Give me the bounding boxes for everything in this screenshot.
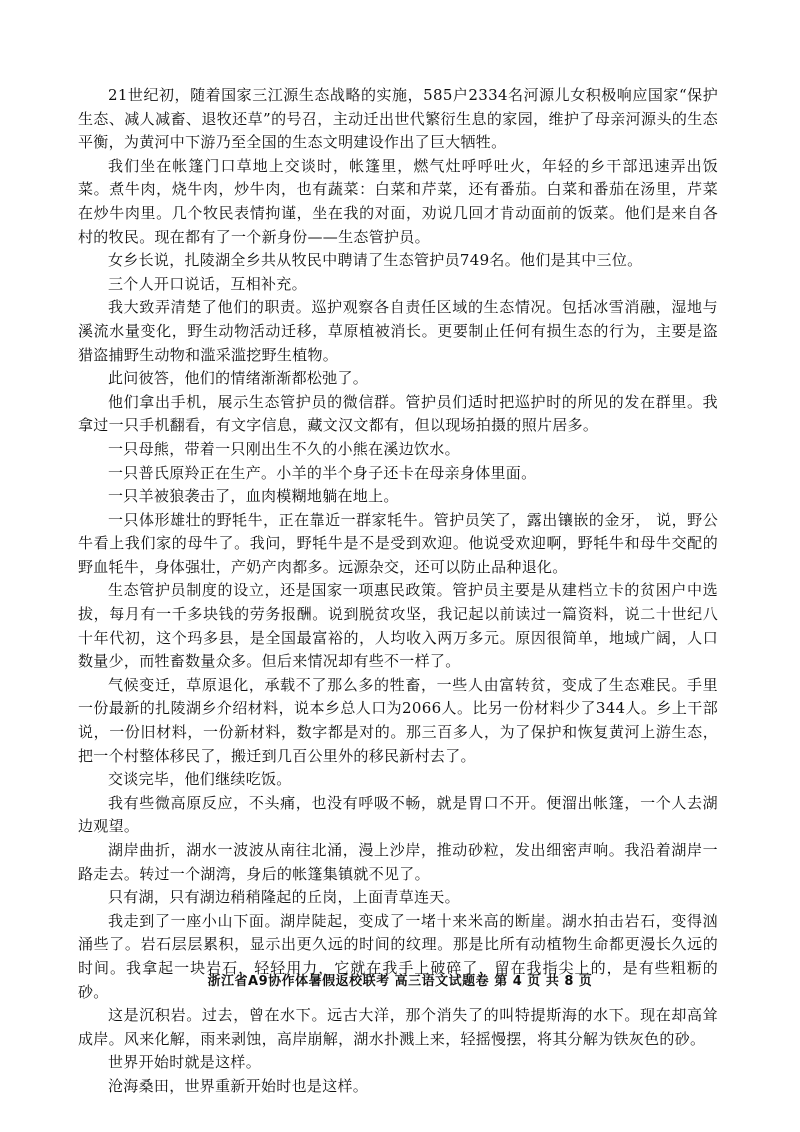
page-footer: 浙江省A9协作体暑假返校联考 高三语文试题卷 第 4 页 共 8 页 xyxy=(207,974,593,989)
paragraph: 一只羊被狼袭击了，血肉模糊地躺在地上。 xyxy=(108,487,399,506)
paragraph: 我走到了一座小山下面。湖岸陡起，变成了一堵十来米高的断崖。湖水拍击岩石，变得汹涌些了。岩石层层累积，显示出更久远的时间的纹理。那是比所有动植物生命都更漫长久远的时间。我拿起一块岩石，轻轻用力，它就在我手上破碎了，留在我指尖上的，是有些粗粝的砂。 xyxy=(78,911,718,1001)
paragraph: 三个人开口说话，互相补充。 xyxy=(108,274,307,293)
paragraph: 一只普氏原羚正在生产。小羊的半个身子还卡在母亲身体里面。 xyxy=(108,463,537,482)
paragraph: 我大致弄清楚了他们的职责。巡护观察各自责任区域的生态情况。包括冰雪消融，湿地与溪流水量变化，野生动物活动迁移，草原植被消长。更要制止任何有损生态的行为，主要是盗猎盗捕野生动物和滥采滥挖野生植物。 xyxy=(78,298,718,364)
paragraph: 他们拿出手机，展示生态管护员的微信群。管护员们适时把巡护时的所见的发在群里。我拿过一只手机翻看，有文字信息，藏文汉文都有，但以现场拍摄的照片居多。 xyxy=(78,392,718,435)
document-body xyxy=(78,84,718,1099)
paragraph: 此问彼答，他们的情绪渐渐都松弛了。 xyxy=(108,369,369,388)
paragraph: 一只母熊，带着一只刚出生不久的小熊在溪边饮水。 xyxy=(108,439,460,458)
paragraph: 我们坐在帐篷门口草地上交谈时，帐篷里，燃气灶呼呼吐火，年轻的乡干部迅速弄出饭菜。煮牛肉，烧牛肉，炒牛肉，也有蔬菜：白菜和芹菜，还有番茄。白菜和番茄在汤里，芹菜在炒牛肉里。几个牧民表情拘谨，坐在我的对面，劝说几回才肯动面前的饭菜。他们是来自各村的牧民。现在都有了一个新身份——生态管护员。 xyxy=(78,156,718,246)
paragraph: 只有湖，只有湖边稍稍隆起的丘岗，上面青草连天。 xyxy=(108,888,460,907)
paragraph: 湖岸曲折，湖水一波波从南往北涌，漫上沙岸，推动砂粒，发出细密声响。我沿着湖岸一路走去。转过一个湖湾，身后的帐篷集镇就不见了。 xyxy=(78,841,718,883)
paragraph: 这是沉积岩。过去，曾在水下。远古大洋，那个消失了的叫特提斯海的水下。现在却高耸成岸。风来化解，雨来剥蚀，高岸崩解，湖水扑溅上来，轻摇慢摆，将其分解为铁灰色的砂。 xyxy=(78,1006,718,1048)
paragraph: 交谈完毕，他们继续吃饭。 xyxy=(108,770,292,789)
paragraph: 沧海桑田，世界重新开始时也是这样。 xyxy=(108,1076,369,1095)
paragraph: 我有些微高原反应，不头痛，也没有呼吸不畅，就是胃口不开。便溜出帐篷，一个人去湖边观望。 xyxy=(78,793,718,836)
paragraph: 一只体形雄壮的野牦牛，正在靠近一群家牦牛。管护员笑了，露出镶嵌的金牙， 说，野公牛看上我们家的母牛了。我问，野牦牛是不是受到欢迎。他说受欢迎啊，野牦牛和母牛交配的野血牦牛，身体强壮，产奶产肉都多。远源杂交，还可以防止品种退化。 xyxy=(78,510,718,576)
paragraph: 生态管护员制度的设立，还是国家一项惠民政策。管护员主要是从建档立卡的贫困户中选拔，每月有一千多块钱的劳务报酬。说到脱贫攻坚，我记起以前读过一篇资料，说二十世纪八十年代初，这个玛多县，是全国最富裕的，人均收入两万多元。原因很简单，地域广阔，人口数量少，而牲畜数量众多。但后来情况却有些不一样了。 xyxy=(78,581,718,671)
paragraph: 气候变迁，草原退化，承载不了那么多的牲畜，一些人由富转贫，变成了生态难民。手里一份最新的扎陵湖乡介绍材料，说本乡总人口为2066人。比另一份材料少了344人。乡上干部说，一份旧材料，一份新材料，数字都是对的。那三百多人，为了保护和恢复黄河上游生态，把一个村整体移民了，搬迁到几百公里外的移民新村去了。 xyxy=(78,675,718,765)
paragraph: 21世纪初，随着国家三江源生态战略的实施，585户2334名河源儿女积极响应国家“保护生态、减人减畜、退牧还草”的号召，主动迁出世代繁衍生息的家园，维护了母亲河源头的生态平衡，为黄河中下游乃至全国的生态文明建设作出了巨大牺牲。 xyxy=(78,86,718,152)
paragraph: 女乡长说，扎陵湖全乡共从牧民中聘请了生态管护员749名。他们是其中三位。 xyxy=(108,251,643,270)
paragraph: 世界开始时就是这样。 xyxy=(108,1053,262,1072)
